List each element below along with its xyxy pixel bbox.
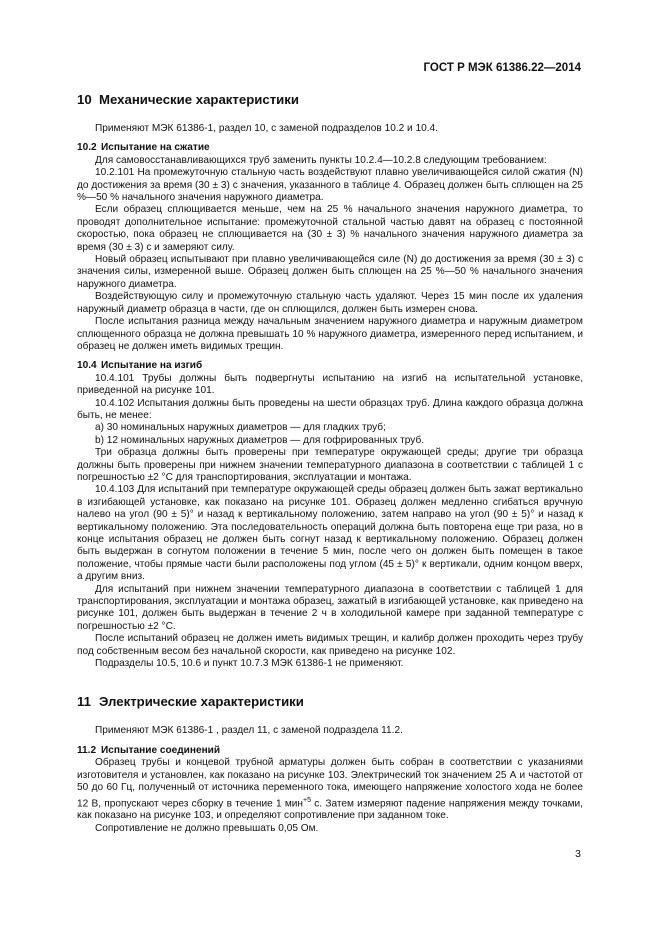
list-item: b) 12 номинальных наружных диаметров — для гофрированных труб.	[95, 434, 425, 446]
subsection-10-2-title: Испытание на сжатие	[101, 142, 210, 154]
section-11-title: Электрические характеристики	[99, 694, 304, 710]
subsection-10-4-number: 10.4	[77, 360, 97, 372]
paragraph-10-4-102: 10.4.102 Испытания должны быть проведены на шести образцах труб. Длина каждого образца должна быть, не менее:	[77, 397, 583, 421]
page-content	[77, 92, 583, 835]
paragraph-10-4-d: Подразделы 10.5, 10.6 и пункт 10.7.3 МЭК 61386-1 не применяют.	[95, 658, 404, 670]
paragraph-10-2-3: Если образец сплющивается меньше, чем на 25 % начального значения наружного диаметра, то проводят дополнительное испытание: промежуточной стальной частью давят на образец с постоянной скоростью, пока образец не сплющивается на (30 ± 3) % начального значения наружного диаметра за время (30 ± 3) с и замеряют силу.	[77, 204, 583, 253]
section-11-intro: Применяют МЭК 61386-1 , раздел 11, с заменой подраздела 11.2.	[95, 725, 403, 737]
section-11-number: 11	[77, 694, 91, 710]
page-number: 3	[575, 848, 581, 860]
section-11-heading	[77, 694, 583, 710]
sample-length-list	[77, 422, 583, 447]
paragraph-10-4-101: 10.4.101 Трубы должны быть подвергнуты испытанию на изгиб на испытательной установке, приведенной на рисунке 101.	[77, 372, 583, 397]
paragraph-10-2-2: 10.2.101 На промежуточную стальную часть воздействуют плавно увеличивающейся силой сжатия (N) до достижения за время (30 ± 3) с значения, указанного в таблице 4. Образец должен быть сплющен на 25 %—50 % начального значения наружного диаметра.	[77, 167, 583, 204]
subsection-11-2-title: Испытание соединений	[101, 744, 221, 756]
subsection-10-4-title: Испытание на изгиб	[101, 360, 203, 372]
subsection-10-4-heading	[77, 360, 583, 372]
subsection-11-2-number: 11.2	[77, 744, 97, 756]
section-10-intro: Применяют МЭК 61386-1, раздел 10, с заменой подразделов 10.2 и 10.4.	[95, 123, 438, 134]
paragraph-11-2-1-text: Образец трубы и концевой трубной арматуры должен быть собран в соответствии с указаниями изготовителя и установлен, как показано на рисунке 103. Электрический ток значением 25 А и частотой от 50 до 60 Гц, полученный от источника переменного тока, имеющего напряжение холостого хода не более 12 В, пропускают через сборку в течение 1 мин	[77, 757, 583, 809]
section-10-title: Механические характеристики	[99, 92, 299, 107]
paragraph-10-2-1: Для самовосстанавливающихся труб заменить пункты 10.2.4—10.2.8 следующим требованием:	[95, 154, 547, 166]
subsection-10-2-number: 10.2	[77, 142, 97, 154]
paragraph-10-4-103: 10.4.103 Для испытаний при температуре окружающей среды образец должен быть зажат вертикально в изгибающей установке, как показано на рисунке 101. Образец должен медленно сгибаться вручную налево на угол (90 ± 5)° и назад к вертикальному положению, затем направо на угол (90 ± 5)° и назад к вертикальному положению. Эта последовательность операций должна быть повторена еще три раза, но в конце испытания образец не должен быть согнут назад к вертикальному положению. Образец должен быть выдержан в согнутом положении в течение 5 мин, после чего он должен быть помещен в такое положение, чтобы прямые части были расположены под углом (45 ± 5)° к вертикали, одним концом вверх, а другим вниз.	[77, 484, 583, 583]
paragraph-11-2-2: Сопротивление не должно превышать 0,05 Ом.	[95, 822, 319, 834]
list-item: a) 30 номинальных наружных диаметров — для гладких труб;	[95, 422, 386, 434]
paragraph-10-2-6: После испытания разница между начальным значением наружного диаметра и наружным диаметром сплющенного образца не должна превышать 10 % наружного диаметра, измеренного перед испытанием, и образец не должен иметь видимых трещин.	[77, 316, 583, 352]
paragraph-10-2-5: Воздействующую силу и промежуточную стальную часть удаляют. Через 15 мин после их удаления наружный диаметр образца в части, где он сплющился, должен быть измерен снова.	[77, 291, 583, 315]
section-10-number: 10	[77, 92, 92, 107]
paragraph-11-2-1	[77, 757, 583, 822]
paragraph-10-2-4: Новый образец испытывают при плавно увеличивающейся силе (N) до достижения за время (30 ± 3) с значения силы, измеренной выше. Образец должен быть сплющен на 25 %—50 % начального значения наружного диаметра.	[77, 254, 583, 290]
time-tolerance-superscript: +5	[303, 796, 311, 804]
paragraph-10-4-c: После испытаний образец не должен иметь видимых трещин, и калибр должен проходить через трубу под собственным весом без начальной скорости, как приведено на рисунке 102.	[77, 633, 583, 657]
paragraph-10-4-a: Три образца должны быть проверены при температуре окружающей среды; другие три образца должны быть проверены при нижнем значении температурного диапазона в соответствии с таблицей 1 с погрешностью ±2 °С для транспортирования, эксплуатации и монтажа.	[77, 447, 583, 483]
paragraph-11-2-1-text-end: с. Затем измеряют падение напряжения между точками, как показано на рисунке 103, и определяют сопротивление при заданном токе.	[77, 797, 583, 822]
section-10-heading	[77, 92, 583, 108]
standard-header: ГОСТ Р МЭК 61386.22—2014	[423, 62, 581, 74]
subsection-11-2-heading	[77, 745, 583, 757]
paragraph-10-4-b: Для испытаний при нижнем значении температурного диапазона в соответствии с таблицей 1 для транспортирования, эксплуатации и монтажа образец, зажатый в изгибающей установке, как приведено на рисунке 101, должен быть выдержан в течение 2 ч в холодильной камере при заданной температуре с погрешностью ±2 °С.	[77, 583, 583, 632]
subsection-10-2-heading	[77, 142, 583, 154]
